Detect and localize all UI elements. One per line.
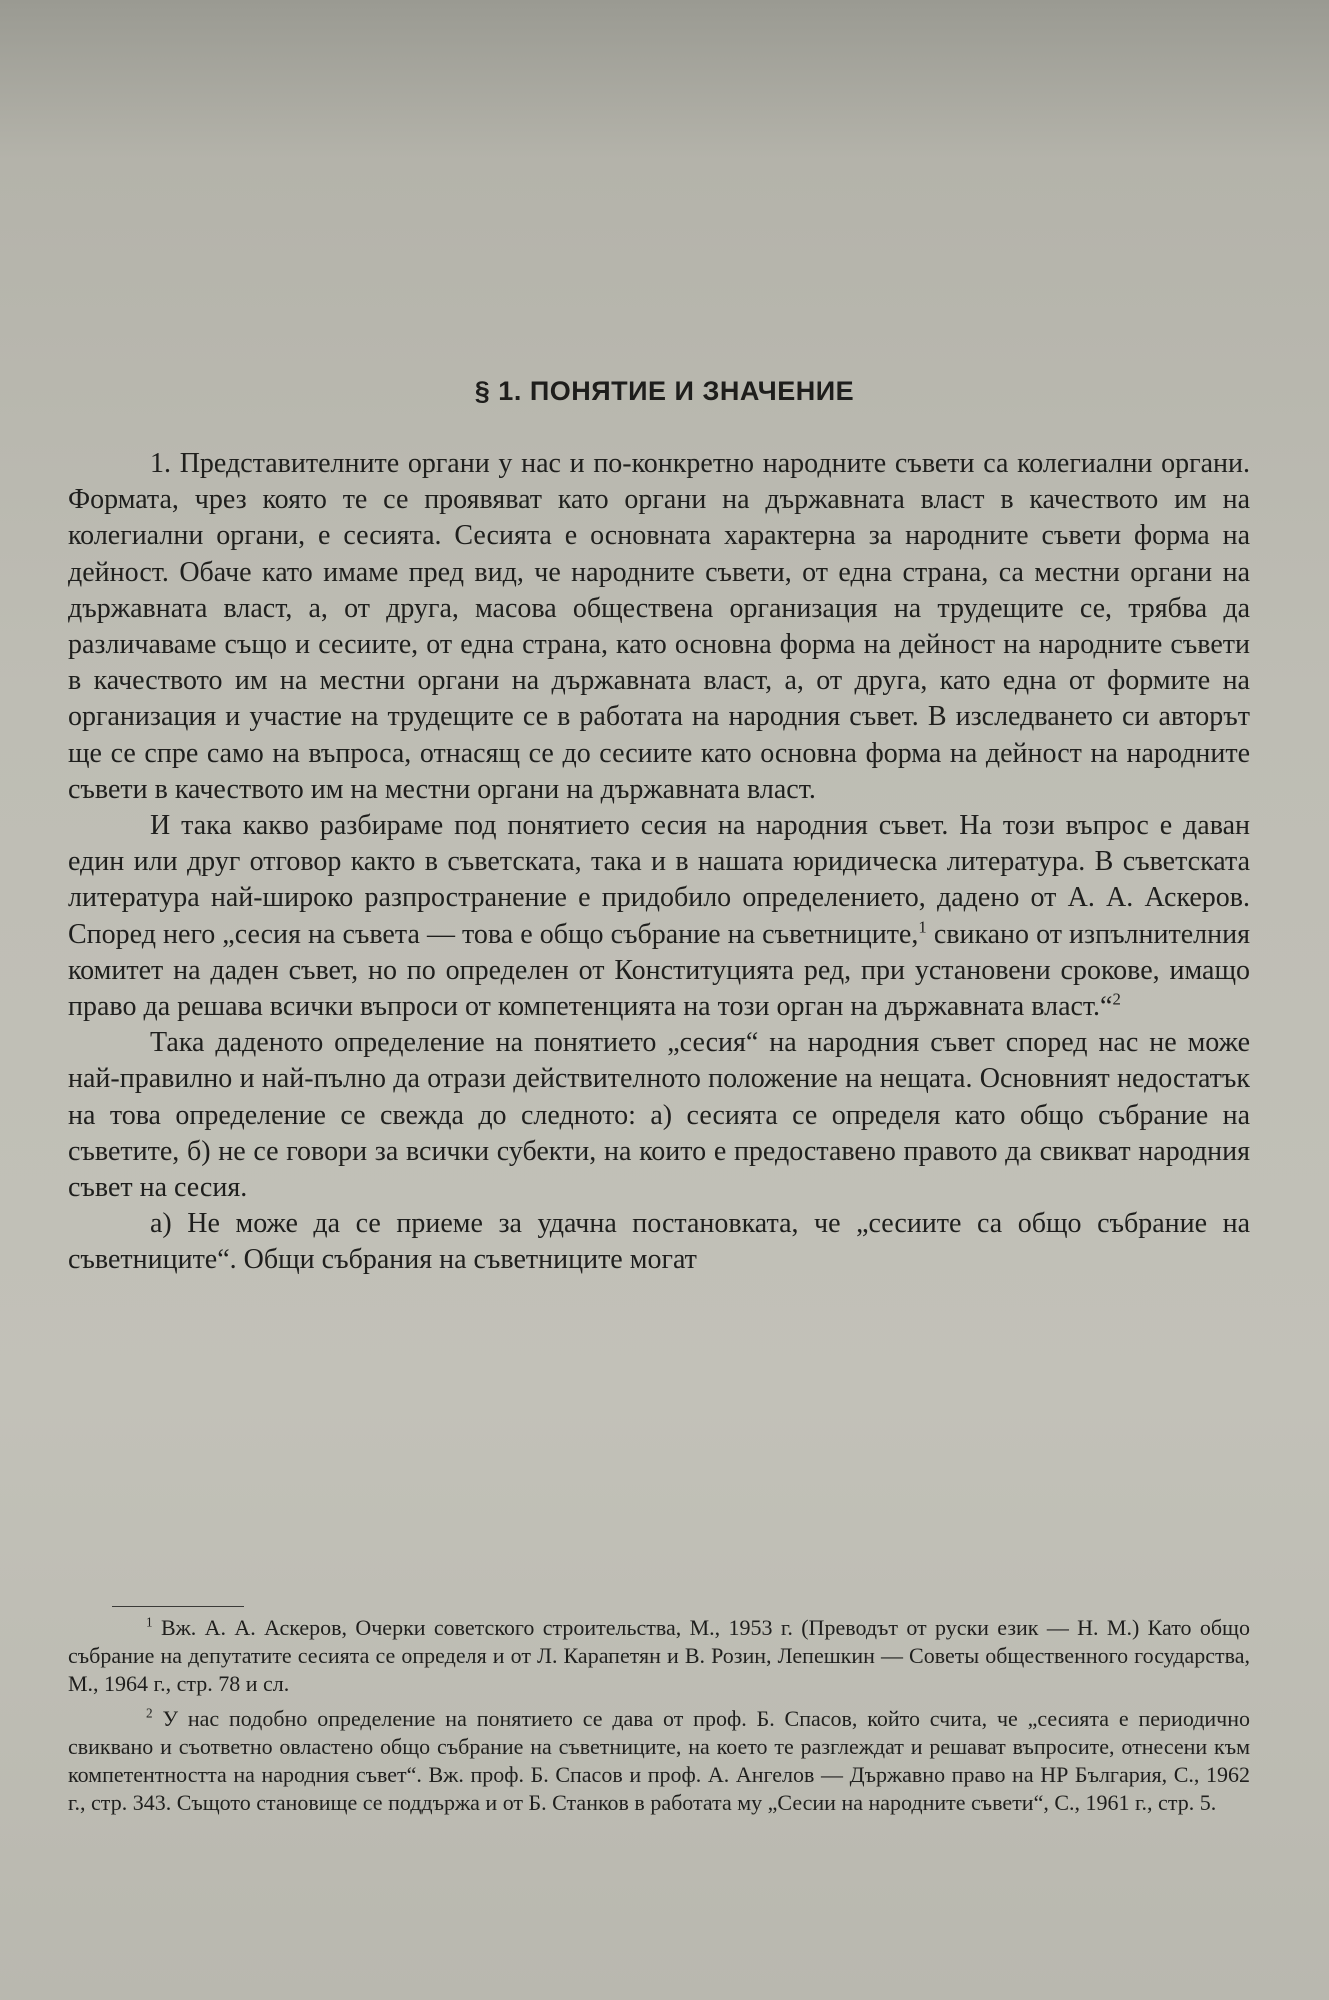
footnote-2-number: 2 <box>146 1705 153 1721</box>
paragraph-2-text-a: И така какво разбираме под понятието сесия на народния съвет. На този въпрос е даван един или друг отговор както в съветската, така и в нашата юридическа литература. В съветската литература най-широко разпространение е придобило определението, дадено от А. А. Аскеров. Според него „сесия на съвета — това е общо събрание на съветниците, <box>68 810 1250 950</box>
footnote-1-number: 1 <box>146 1614 153 1630</box>
footnote-1 <box>68 1614 1250 1699</box>
bleed-through-header <box>40 28 1300 88</box>
main-text <box>68 446 1250 1279</box>
footnote-ref-2: 2 <box>1112 989 1121 1009</box>
footnote-2-text: У нас подобно определение на понятието се дава от проф. Б. Спасов, който счита, че „сесията е периодично свиквано и съответно овластено общо събрание на съветниците, на което те разглеждат и решават въпросите, отнесени към компетентността на народния съвет“. Вж. проф. Б. Спасов и проф. А. Ангелов — Държавно право на НР България, С., 1962 г., стр. 343. Същото становище се поддържа и от Б. Станков в работата му „Сесии на народните съвети“, С., 1961 г., стр. 5. <box>68 1705 1251 1816</box>
footnotes <box>68 1614 1250 1823</box>
paragraph-1: 1. Представителните органи у нас и по-конкретно народните съвети са колегиални органи. Формата, чрез която те се проявяват като органи на държавната власт в качеството им на колегиални органи, е сесията. Сесията е основната характерна за народните съвети форма на дейност. Обаче като имаме пред вид, че народните съвети, от една страна, са местни органи на държавната власт, а, от друга, масова обществена организация на трудещите се, трябва да различаваме също и сесиите, от една страна, като основна форма на дейност на народните съвети в качеството им на местни органи на държавната власт, а, от друга, като една от формите на организация и участие на трудещите се в работата на народния съвет. В изследването си авторът ще се спре само на въпроса, отнасящ се до сесиите като основна форма на дейност на народните съвети в качеството им на местни органи на държавната власт. <box>68 448 1250 805</box>
footnote-1-text: Вж. А. А. Аскеров, Очерки советского строительства, М., 1953 г. (Преводът от руски език — Н. М.) Като общо събрание на депутатите сесията се определя и от Л. Карапетян и В. Розин, Лепешкин — Советы общественного государства, М., 1964 г., стр. 78 и сл. <box>68 1615 1250 1697</box>
footnote-divider <box>112 1606 244 1607</box>
paragraph-3: Така даденото определение на понятието „сесия“ на народния съвет според нас не може най-правилно и най-пълно да отрази действителното положение на нещата. Основният недостатък на това определение се свежда до следното: а) сесията се определя като общо събрание на съветите, б) не се говори за всички субекти, на които е предоставено правото да свикват народния съвет на сесия. <box>68 1027 1250 1204</box>
section-heading: § 1. ПОНЯТИЕ И ЗНАЧЕНИЕ <box>474 376 855 406</box>
paragraph-2-text-b: свикано от изпълнителния комитет на даден съвет, но по определен от Конституцията ред, при установени срокове, имащо право да решава всички въпроси от компетенцията на този орган на държавната власт.“ <box>68 918 1250 1023</box>
bleed-through-text <box>40 110 1280 410</box>
footnote-ref-1: 1 <box>918 917 927 937</box>
paragraph-4: а) Не може да се приеме за удачна постановката, че „сесиите са общо събрание на съветниците“. Общи събрания на съветниците могат <box>68 1208 1250 1276</box>
footnote-2 <box>68 1705 1250 1818</box>
paragraph-2 <box>68 808 1250 1025</box>
